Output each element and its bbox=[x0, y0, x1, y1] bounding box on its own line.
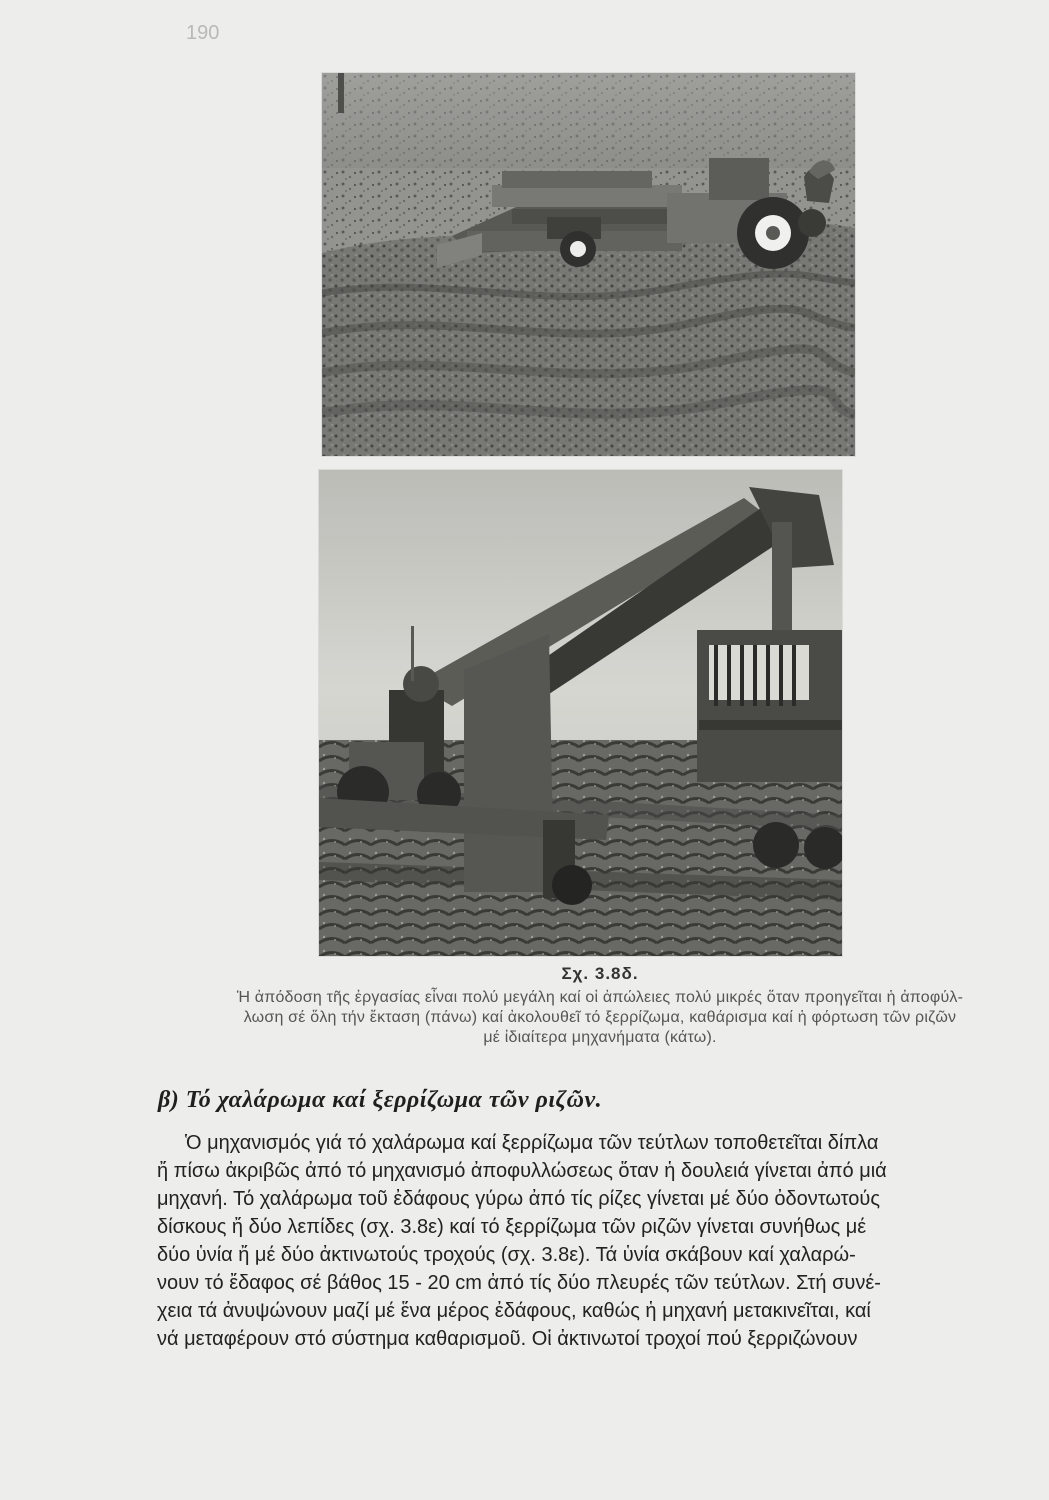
figure-caption bbox=[160, 964, 1040, 1048]
caption-line-3: μέ ἰδιαίτερα μηχανήματα (κάτω). bbox=[483, 1029, 717, 1046]
page-number: 190 bbox=[186, 22, 220, 44]
caption-line-2: λωση σέ ὅλη τήν ἔκταση (πάνω) καί ἀκολουθεῖ τό ξερρίζωμα, καθάρισμα καί ἡ φόρτωση τῶν ριζῶν bbox=[243, 1009, 957, 1026]
tractor-field-photo bbox=[322, 73, 855, 456]
body-line-4: δίσκους ἤ δύο λεπίδες (σχ. 3.8ε) καί τό ξερρίζωμα τῶν ριζῶν γίνεται συνήθως μέ bbox=[157, 1216, 867, 1238]
body-line-3: μηχανή. Τό χαλάρωμα τοῦ ἐδάφους γύρω ἀπό τίς ρίζες γίνεται μέ δύο ὀδοντωτούς bbox=[157, 1188, 880, 1210]
body-line-8: νά μεταφέρουν στό σύστημα καθαρισμοῦ. Οἱ ἀκτινωτοί τροχοί πού ξερριζώνουν bbox=[157, 1328, 858, 1350]
photo-tractor-top-view bbox=[322, 73, 855, 456]
body-line-5: δύο ὑνία ἤ μέ δύο ἀκτινωτούς τροχούς (σχ. 3.8ε). Τά ὑνία σκάβουν καί χαλαρώ- bbox=[157, 1244, 856, 1266]
section-heading: β) Τό χαλάρωμα καί ξερρίζωμα τῶν ριζῶν. bbox=[158, 1087, 603, 1113]
body-line-7: χεια τά ἀνυψώνουν μαζί μέ ἕνα μέρος ἐδάφους, καθώς ἡ μηχανή μετακινεῖται, καί bbox=[157, 1300, 871, 1322]
section-body bbox=[157, 1129, 1035, 1353]
loader-truck-photo bbox=[319, 470, 842, 956]
body-line-2: ἤ πίσω ἀκριβῶς ἀπό τό μηχανισμό ἀποφυλλώσεως ὅταν ἡ δουλειά γίνεται ἀπό μιά bbox=[157, 1160, 887, 1182]
caption-line-1: Ἡ ἀπόδοση τῆς ἐργασίας εἶναι πολύ μεγάλη καί οἱ ἀπώλειες πολύ μικρές ὅταν προηγεῖται ἡ ἀποφύλ- bbox=[236, 989, 964, 1006]
figure-number: Σχ. 3.8δ. bbox=[561, 964, 639, 983]
body-line-6: νουν τό ἔδαφος σέ βάθος 15 - 20 cm ἀπό τίς δύο πλευρές τῶν τεύτλων. Στή συνέ- bbox=[157, 1272, 881, 1294]
photo-loader-bottom-view bbox=[319, 470, 842, 956]
body-line-1: Ὁ μηχανισμός γιά τό χαλάρωμα καί ξερρίζωμα τῶν τεύτλων τοποθετεῖται δίπλα bbox=[185, 1132, 879, 1154]
